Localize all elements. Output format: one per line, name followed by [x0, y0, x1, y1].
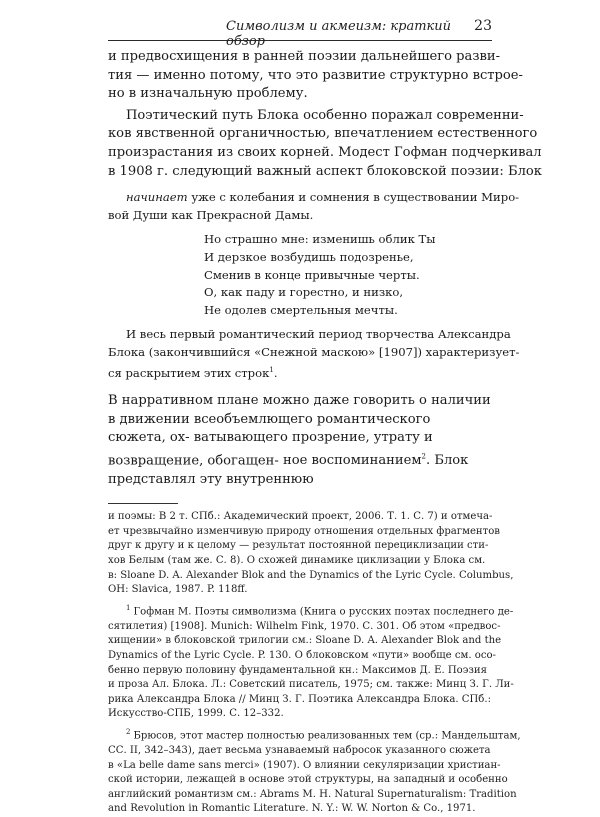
footnote-line: и проза Ал. Блока. Л.: Советский писатель, 1975; см. также: Минц З. Г. Ли- — [108, 679, 514, 691]
footnote-divider — [108, 503, 178, 504]
block-quote — [108, 189, 520, 224]
footnote-line — [108, 601, 514, 620]
text-line: и предвосхищения в ранней поэзии дальнейшего разви- — [108, 49, 501, 64]
text-line-tail: . Блок представлял эту внутреннюю — [108, 453, 469, 487]
footnote-line: хищении» в блоковской трилогии см.: Sloane D. A. Alexander Blok and the — [108, 635, 502, 647]
main-text — [108, 40, 542, 817]
poem-line: Сменив в конце привычные черты. — [204, 267, 420, 282]
poem-line: И дерзкое возбудишь подозренье, — [204, 249, 414, 264]
running-head — [108, 14, 492, 49]
footnote-line: хов Белым (там же. С. 8). О схожей динамике циклизации у Блока см. — [108, 555, 486, 567]
poem-line: Не одолев смертельныя мечты. — [204, 302, 398, 317]
paragraph-1 — [108, 48, 523, 104]
footnote-text: Гофман М. Поэты символизма (Книга о русских поэтах последнего де- — [133, 606, 514, 618]
text-line: В нарративном плане можно даже говорить о наличии — [108, 392, 491, 408]
text-line: ков явственной органичностью, впечатлением естественного — [108, 126, 538, 142]
footnote-ref-2[interactable]: 2 — [421, 452, 426, 461]
quote-line: Блока (закончившийся «Снежной маскою» [1907]) характеризует- — [108, 344, 520, 359]
footnote-line: ской истории, лежащей в основе этой структуры, на западный и особенно — [108, 774, 508, 786]
paragraph-3 — [108, 392, 492, 489]
text-line: в движении всеобъемлющего романтического сюжета, ох- — [108, 411, 431, 446]
text-line: произрастания из своих корней. Модест Гофман подчеркивал — [108, 144, 542, 160]
quote-italic-word: начинает — [126, 190, 188, 205]
quote-line — [108, 189, 520, 207]
poem-line: Но страшно мне: изменишь облик Ты — [204, 232, 436, 247]
footnote-line: в «La belle dame sans merci» (1907). О влиянии секуляризации христиан- — [108, 759, 501, 771]
text-line: ватывающего прозрение, утрату и возвращение, обогащен- — [108, 430, 433, 469]
footnote-line: английский романтизм см.: Abrams M. H. Natural Supernaturalism: Tradition — [108, 788, 517, 800]
text-line-part: ное воспоминанием — [282, 453, 422, 469]
footnote-line: рика Александра Блока // Минц З. Г. Поэтика Александра Блока. СПб.: — [108, 693, 491, 705]
page-number: 23 — [474, 18, 492, 34]
footnote-line: ет чрезвычайно изменчивую природу отношения отдельных фрагментов — [108, 525, 500, 537]
footnote-text: Брюсов, этот мастер полностью реализованных тем (ср.: Мандельштам, — [133, 730, 521, 742]
footnote-line: в: Sloane D. A. Alexander Blok and the Dynamics of the Lyric Cycle. Columbus, — [108, 569, 514, 581]
text-line: Поэтический путь Блока особенно поражал современни- — [126, 107, 524, 123]
footnote-2 — [108, 725, 521, 817]
footnote-line: and Revolution in Romantic Literature. N. Y.: W. W. Norton & Co., 1971. — [108, 803, 476, 815]
quote-line: вой Души как Прекрасной Дамы. — [108, 207, 314, 222]
text-line: тия — именно потому, что это развитие структурно встрое- — [108, 67, 523, 83]
footnote-line: Dynamics of the Lyric Cycle. P. 130. О блоковском «пути» вообще см. осо- — [108, 649, 496, 661]
footnote-marker-1: 1 — [126, 603, 131, 612]
quote-line: И весь первый романтический период творчества Александра — [126, 327, 511, 342]
footnote-1 — [108, 601, 514, 722]
block-quote-continued — [108, 326, 520, 382]
quote-line-rest: уже с колебания и сомнения в существовании Миро- — [187, 190, 520, 205]
footnote-line: друг к другу и к целому — результат постоянной перециклизации сти- — [108, 540, 489, 552]
quote-line-text: ся раскрытием этих строк — [108, 365, 270, 380]
paragraph-2 — [108, 107, 542, 181]
footnote-line: сятилетия) [1908]. Munich: Wilhelm Fink, 1970. С. 301. Об этом «предвос- — [108, 620, 501, 632]
text-line: но в изначальную проблему. — [108, 86, 308, 102]
footnote-line: OH: Slavica, 1987. P. 118ff. — [108, 584, 248, 596]
footnote-continued — [108, 510, 514, 598]
footnote-line: бенно первую половину фундаментальной кн.: Максимов Д. Е. Поэзия — [108, 664, 488, 676]
footnote-line: и поэмы: В 2 т. СПб.: Академический проект, 2006. Т. 1. С. 7) и отмеча- — [108, 511, 493, 523]
poem-stanza — [204, 231, 492, 319]
footnote-line: СС. II, 342–343), дает весьма узнаваемый набросок указанного сюжета — [108, 744, 491, 756]
footnote-line — [108, 725, 521, 744]
text-line: в 1908 г. следующий важный аспект блоковской поэзии: Блок — [108, 163, 542, 179]
footnote-marker-2: 2 — [126, 727, 131, 736]
poem-line: О, как паду и горестно, и низко, — [204, 285, 404, 300]
footnote-line: Искусство-СПБ, 1999. С. 12–332. — [108, 708, 284, 720]
quote-line: ся раскрытием этих строк$^1$. — [108, 365, 278, 380]
running-title: Символизм и акмеизм: краткий обзор — [226, 19, 452, 49]
footnote-ref-1[interactable]: 1 — [269, 365, 274, 374]
